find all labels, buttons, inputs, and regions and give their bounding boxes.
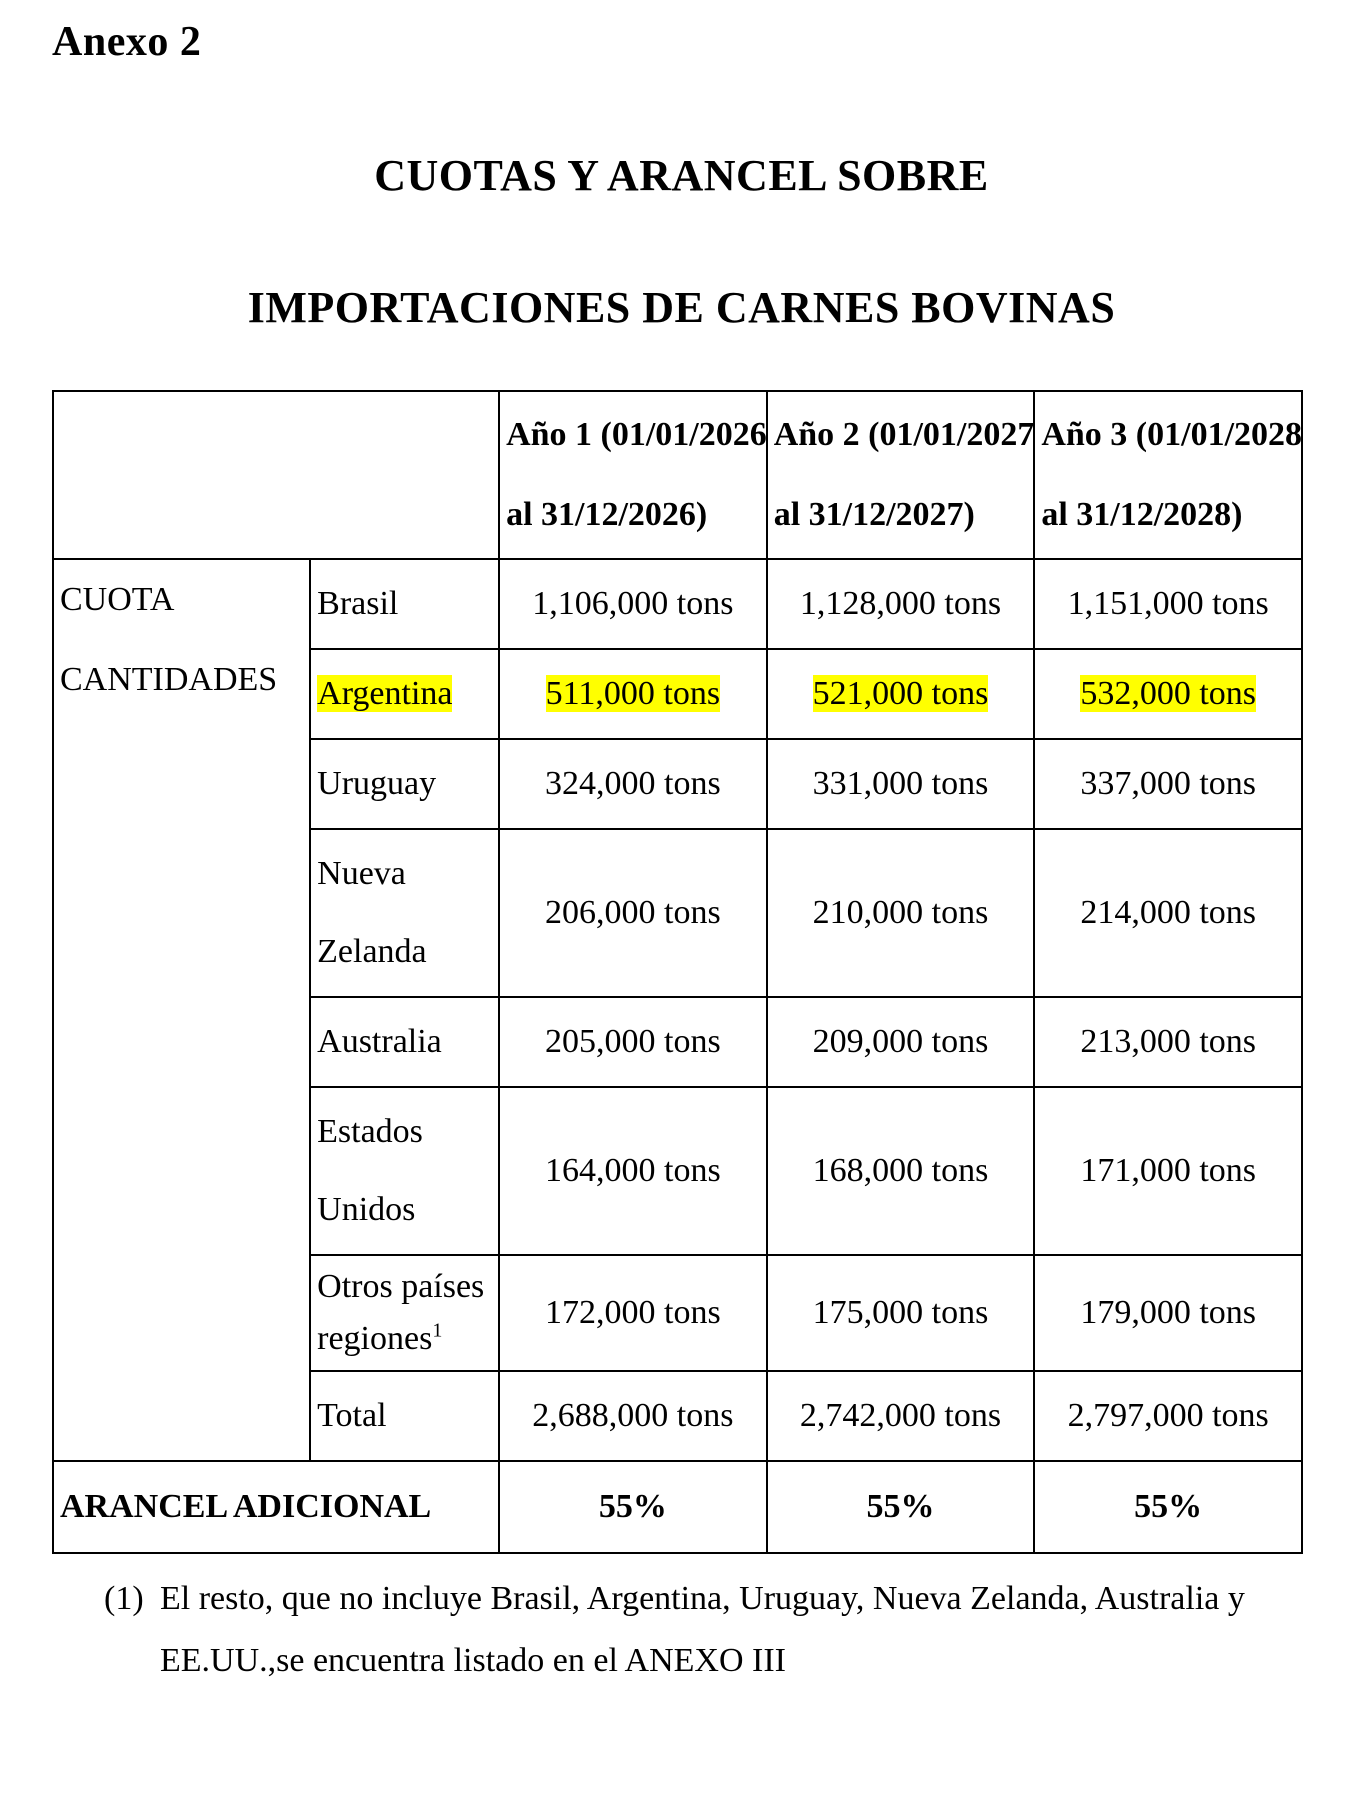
year-1-header-line2: al 31/12/2026) bbox=[506, 496, 708, 533]
year-1-header bbox=[499, 391, 767, 559]
value-cell: 213,000 tons bbox=[1034, 997, 1302, 1087]
table-row bbox=[53, 559, 1302, 649]
value-cell: 210,000 tons bbox=[767, 829, 1035, 997]
country-line2 bbox=[317, 1313, 492, 1365]
group-label-line2: CANTIDADES bbox=[60, 661, 278, 698]
value-cell: 164,000 tons bbox=[499, 1087, 767, 1255]
value-cell: 205,000 tons bbox=[499, 997, 767, 1087]
value-cell bbox=[767, 649, 1035, 739]
quota-group-label bbox=[53, 559, 310, 1461]
year-2-header bbox=[767, 391, 1035, 559]
value-cell: 331,000 tons bbox=[767, 739, 1035, 829]
country-nueva-zelanda bbox=[310, 829, 499, 997]
country-australia: Australia bbox=[310, 997, 499, 1087]
country-line2: Unidos bbox=[317, 1191, 416, 1228]
value-cell: 1,128,000 tons bbox=[767, 559, 1035, 649]
country-line2-text: regiones bbox=[317, 1320, 433, 1357]
year-3-header-line1: Año 3 (01/01/2028 bbox=[1041, 416, 1303, 453]
value-cell: 168,000 tons bbox=[767, 1087, 1035, 1255]
value-cell: 206,000 tons bbox=[499, 829, 767, 997]
group-label-line1: CUOTA bbox=[60, 581, 175, 618]
value-cell: 1,106,000 tons bbox=[499, 559, 767, 649]
tariff-value: 55% bbox=[499, 1461, 767, 1553]
country-argentina bbox=[310, 649, 499, 739]
highlighted-text: 521,000 tons bbox=[812, 675, 989, 712]
value-cell: 179,000 tons bbox=[1034, 1255, 1302, 1371]
footnote-line2: EE.UU.,se encuentra listado en el ANEXO III bbox=[160, 1642, 786, 1679]
year-3-header bbox=[1034, 391, 1302, 559]
value-cell: 1,151,000 tons bbox=[1034, 559, 1302, 649]
value-cell: 324,000 tons bbox=[499, 739, 767, 829]
footnote-ref: 1 bbox=[432, 1319, 443, 1342]
tariff-row bbox=[53, 1461, 1302, 1553]
tariff-label: ARANCEL ADICIONAL bbox=[53, 1461, 499, 1553]
tariff-value: 55% bbox=[1034, 1461, 1302, 1553]
annex-label: Anexo 2 bbox=[52, 19, 202, 65]
footnote bbox=[104, 1568, 1284, 1692]
country-brasil: Brasil bbox=[310, 559, 499, 649]
header-empty-cell bbox=[53, 391, 499, 559]
footnote-line1: El resto, que no incluye Brasil, Argentina, Uruguay, Nueva Zelanda, Australia y bbox=[160, 1580, 1245, 1617]
country-estados-unidos bbox=[310, 1087, 499, 1255]
value-cell bbox=[499, 649, 767, 739]
footnote-number: (1) bbox=[104, 1580, 144, 1617]
title-line-1: CUOTAS Y ARANCEL SOBRE bbox=[374, 151, 989, 200]
value-cell: 214,000 tons bbox=[1034, 829, 1302, 997]
country-line1: Nueva bbox=[317, 855, 406, 892]
title-line-2: IMPORTACIONES DE CARNES BOVINAS bbox=[247, 283, 1116, 332]
year-2-header-line2: al 31/12/2027) bbox=[773, 496, 975, 533]
value-cell: 2,742,000 tons bbox=[767, 1371, 1035, 1461]
value-cell: 209,000 tons bbox=[767, 997, 1035, 1087]
year-2-header-line1: Año 2 (01/01/2027 bbox=[773, 416, 1035, 453]
country-line1: Estados bbox=[317, 1113, 423, 1150]
header-row bbox=[53, 391, 1302, 559]
year-3-header-line2: al 31/12/2028) bbox=[1041, 496, 1243, 533]
value-cell bbox=[1034, 649, 1302, 739]
value-cell: 175,000 tons bbox=[767, 1255, 1035, 1371]
country-line2: Zelanda bbox=[317, 933, 427, 970]
highlighted-text: Argentina bbox=[317, 675, 453, 712]
total-label: Total bbox=[310, 1371, 499, 1461]
country-uruguay: Uruguay bbox=[310, 739, 499, 829]
highlighted-text: 511,000 tons bbox=[545, 675, 721, 712]
quota-table bbox=[52, 390, 1303, 1554]
tariff-value: 55% bbox=[767, 1461, 1035, 1553]
value-cell: 2,797,000 tons bbox=[1034, 1371, 1302, 1461]
year-1-header-line1: Año 1 (01/01/2026 bbox=[506, 416, 767, 453]
value-cell: 337,000 tons bbox=[1034, 739, 1302, 829]
country-otros bbox=[310, 1255, 499, 1371]
country-line1: Otros países bbox=[317, 1268, 485, 1305]
value-cell: 172,000 tons bbox=[499, 1255, 767, 1371]
value-cell: 2,688,000 tons bbox=[499, 1371, 767, 1461]
value-cell: 171,000 tons bbox=[1034, 1087, 1302, 1255]
highlighted-text: 532,000 tons bbox=[1080, 675, 1257, 712]
